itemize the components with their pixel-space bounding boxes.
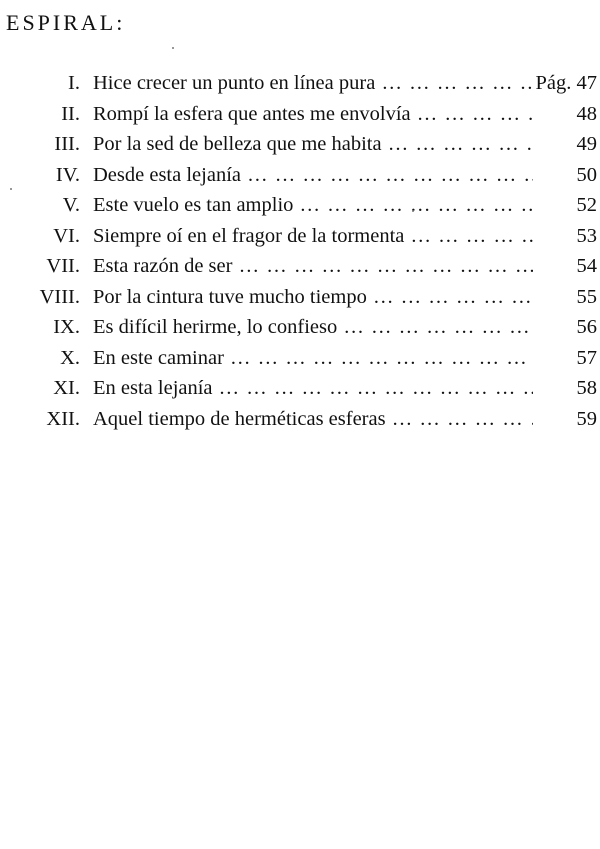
entry-title: En este caminar … … … … … … … … … … … … … … … … … … … … … … … … … … … … … … <box>93 343 533 374</box>
toc-entry <box>0 221 600 252</box>
table-of-contents <box>0 68 600 434</box>
entry-page: 58 <box>576 377 597 399</box>
toc-entry <box>0 160 600 191</box>
entry-number: XI. <box>53 377 80 399</box>
toc-entry <box>0 343 600 374</box>
entry-number: II. <box>61 102 80 125</box>
toc-entry <box>0 129 600 160</box>
entry-number: XII. <box>46 407 80 430</box>
entry-page: 56 <box>576 316 597 338</box>
entry-title: Hice crecer un punto en línea pura … … … … … … … … … … … … … … … … … … … … … … … … … … … … … … <box>93 68 533 99</box>
entry-title: Rompí la esfera que antes me envolvía … … … … … … … … … … … … … … … … … … … … … … … … … … … … … … <box>93 99 533 130</box>
entry-page: 52 <box>576 194 597 216</box>
entry-number: X. <box>60 346 80 369</box>
toc-entry <box>0 251 600 282</box>
toc-entry <box>0 282 600 313</box>
entry-page: 48 <box>576 102 597 125</box>
entry-title: Es difícil herirme, lo confieso … … … … … … … … … … … … … … … … … … … … … … … … … … … … … … <box>93 312 533 343</box>
entry-number: V. <box>62 194 80 216</box>
entry-page: Pág. 47 <box>535 72 597 94</box>
entry-page: 50 <box>576 163 597 186</box>
entry-page: 59 <box>576 407 597 430</box>
scan-speck <box>412 210 414 212</box>
entry-title: En esta lejanía … … … … … … … … … … … … … … … … … … … … … … … … … … … … … … <box>93 373 533 404</box>
entry-number: IX. <box>53 316 80 338</box>
entry-number: VIII. <box>39 285 80 308</box>
scan-speck <box>10 188 12 190</box>
toc-entry <box>0 99 600 130</box>
entry-page: 54 <box>576 255 597 277</box>
toc-entry <box>0 312 600 343</box>
entry-number: VII. <box>46 255 80 277</box>
entry-page: 49 <box>576 133 597 155</box>
entry-title: Por la cintura tuve mucho tiempo … … … … … … … … … … … … … … … … … … … … … … … … … … … … … … <box>93 282 533 313</box>
toc-entry <box>0 404 600 435</box>
entry-title: Aquel tiempo de herméticas esferas … … … … … … … … … … … … … … … … … … … … … … … … … … … … … … <box>93 404 533 435</box>
entry-title: Este vuelo es tan amplio … … … … … … … … … … … … … … … … … … … … … … … … … … … … … … <box>93 190 533 221</box>
toc-entry <box>0 68 600 99</box>
entry-number: III. <box>54 133 80 155</box>
entry-number: VI. <box>53 224 80 247</box>
entry-title: Desde esta lejanía … … … … … … … … … … … … … … … … … … … … … … … … … … … … … … <box>93 160 533 191</box>
scan-speck <box>172 47 174 49</box>
entry-number: IV. <box>55 163 80 186</box>
toc-entry <box>0 373 600 404</box>
entry-title: Siempre oí en el fragor de la tormenta … … … … … … … … … … … … … … … … … … … … … … … … … … … … … … <box>93 221 533 252</box>
entry-page: 53 <box>576 224 597 247</box>
entry-number: I. <box>68 72 80 94</box>
entry-title: Esta razón de ser … … … … … … … … … … … … … … … … … … … … … … … … … … … … … … <box>93 251 533 282</box>
entry-page: 57 <box>576 346 597 369</box>
section-heading: ESPIRAL: <box>6 10 126 35</box>
entry-page: 55 <box>576 285 597 308</box>
entry-title: Por la sed de belleza que me habita … … … … … … … … … … … … … … … … … … … … … … … … … … … … … … <box>93 129 533 160</box>
toc-entry <box>0 190 600 221</box>
